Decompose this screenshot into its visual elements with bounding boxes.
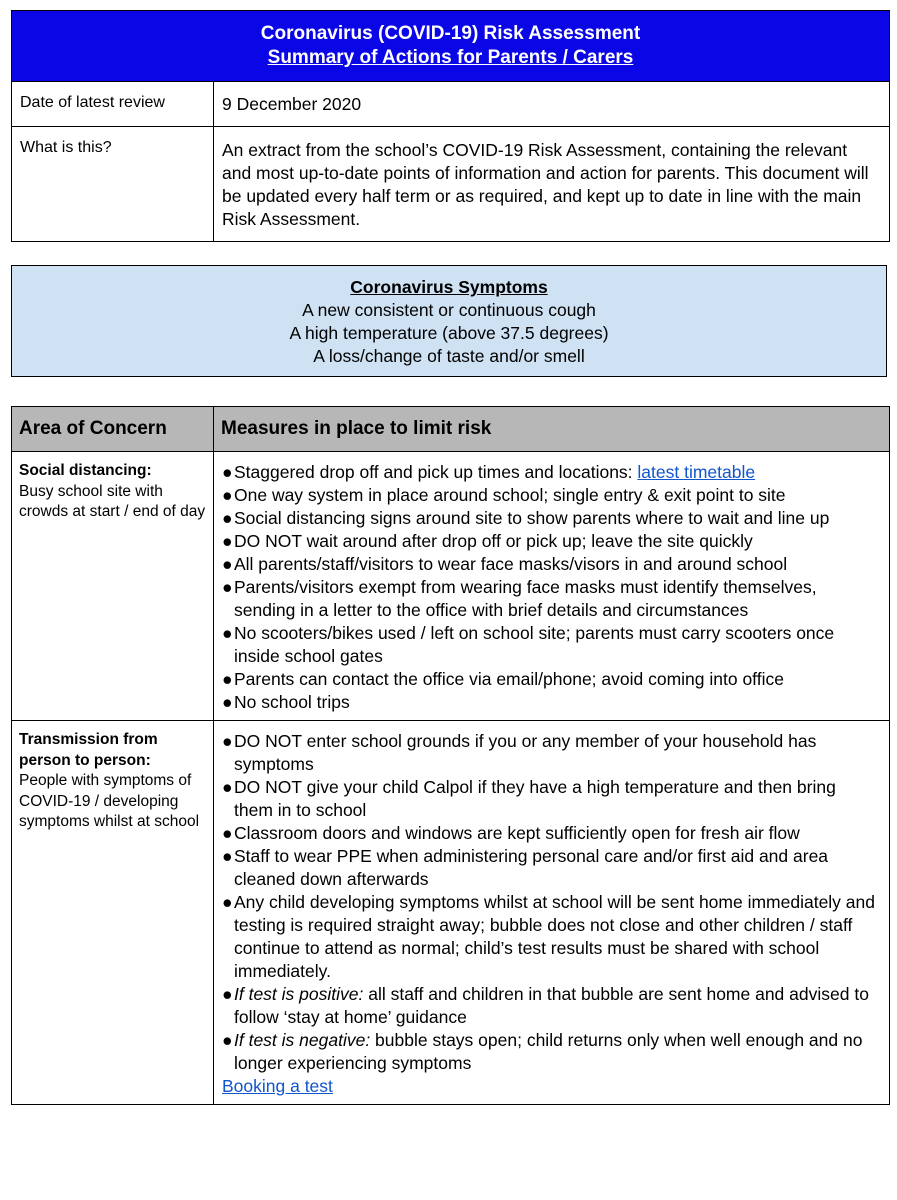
measure-text: All parents/staff/visitors to wear face masks/visors in and around school xyxy=(234,554,788,574)
area-title: Social distancing: xyxy=(19,462,152,479)
area-description: People with symptoms of COVID-19 / developing symptoms whilst at school xyxy=(19,772,200,830)
bullet-icon: ● xyxy=(222,692,233,712)
table-row xyxy=(12,721,890,1105)
measures-table xyxy=(11,406,890,1105)
bullet-icon: ● xyxy=(222,823,233,843)
measure-item xyxy=(222,576,879,622)
measure-text: Staff to wear PPE when administering personal care and/or first aid and area cleaned down afterwards xyxy=(234,846,829,889)
measure-text: all staff and children in that bubble are sent home and advised to follow ‘stay at home’ guidance xyxy=(234,984,869,1027)
bullet-icon: ● xyxy=(222,462,233,482)
bullet-icon: ● xyxy=(222,984,233,1004)
review-date-value: 9 December 2020 xyxy=(214,82,890,127)
bullet-icon: ● xyxy=(222,531,233,551)
measure-item xyxy=(222,776,879,822)
measure-text: One way system in place around school; single entry & exit point to site xyxy=(234,485,786,505)
measure-item xyxy=(222,891,879,983)
bullet-icon: ● xyxy=(222,554,233,574)
area-title: Transmission from person to person: xyxy=(19,731,158,769)
measure-text: Staggered drop off and pick up times and locations: xyxy=(234,462,638,482)
what-is-this-label: What is this? xyxy=(12,127,214,242)
measure-text: Classroom doors and windows are kept sufficiently open for fresh air flow xyxy=(234,823,800,843)
measures-cell xyxy=(214,452,890,721)
bullet-icon: ● xyxy=(222,623,233,643)
area-cell xyxy=(12,721,214,1105)
measure-item xyxy=(222,983,879,1029)
bullet-icon: ● xyxy=(222,731,233,751)
bullet-icon: ● xyxy=(222,777,233,797)
column-header-measures: Measures in place to limit risk xyxy=(214,407,890,452)
measure-item xyxy=(222,668,879,691)
measure-text: DO NOT wait around after drop off or pick up; leave the site quickly xyxy=(234,531,753,551)
measures-list xyxy=(222,730,879,1075)
title-banner xyxy=(12,11,890,82)
measure-condition: If test is positive: xyxy=(234,984,364,1004)
bullet-icon: ● xyxy=(222,892,233,912)
measure-text: Parents/visitors exempt from wearing face masks must identify themselves, sending in a letter to the office with brief details and circumstances xyxy=(234,577,817,620)
measures-list xyxy=(222,461,879,714)
measure-item xyxy=(222,484,879,507)
column-header-area: Area of Concern xyxy=(12,407,214,452)
bullet-icon: ● xyxy=(222,669,233,689)
measures-cell xyxy=(214,721,890,1105)
bullet-icon: ● xyxy=(222,846,233,866)
symptom-item: A new consistent or continuous cough xyxy=(302,300,596,320)
area-cell xyxy=(12,452,214,721)
measure-text: DO NOT enter school grounds if you or any member of your household has symptoms xyxy=(234,731,817,774)
measure-text: DO NOT give your child Calpol if they have a high temperature and then bring them in to school xyxy=(234,777,836,820)
bullet-icon: ● xyxy=(222,485,233,505)
symptoms-heading: Coronavirus Symptoms xyxy=(350,277,548,297)
measure-item xyxy=(222,1029,879,1075)
measure-item xyxy=(222,461,879,484)
measure-text: bubble stays open; child returns only when well enough and no longer experiencing symptoms xyxy=(234,1030,863,1073)
measure-text: No school trips xyxy=(234,692,350,712)
summary-header-table xyxy=(11,10,890,242)
measure-item xyxy=(222,553,879,576)
symptom-item: A loss/change of taste and/or smell xyxy=(313,346,585,366)
measure-item xyxy=(222,845,879,891)
symptoms-box xyxy=(11,265,887,377)
area-description: Busy school site with crowds at start / end of day xyxy=(19,482,206,520)
measure-item xyxy=(222,822,879,845)
what-is-this-value: An extract from the school’s COVID-19 Risk Assessment, containing the relevant and most up-to-date points of information and action for parents. This document will be updated every half term or as required, and kept up to date in line with the main Risk Assessment. xyxy=(214,127,890,242)
measure-item xyxy=(222,691,879,714)
document-title: Coronavirus (COVID-19) Risk Assessment xyxy=(260,23,641,44)
review-date-label: Date of latest review xyxy=(12,82,214,127)
bullet-icon: ● xyxy=(222,1030,233,1050)
measure-text: Social distancing signs around site to show parents where to wait and line up xyxy=(234,508,830,528)
measure-text: Parents can contact the office via email/phone; avoid coming into office xyxy=(234,669,784,689)
measure-item xyxy=(222,730,879,776)
bullet-icon: ● xyxy=(222,577,233,597)
measure-text: No scooters/bikes used / left on school site; parents must carry scooters once inside school gates xyxy=(234,623,835,666)
measure-item xyxy=(222,622,879,668)
measure-item xyxy=(222,507,879,530)
booking-a-test-link[interactable]: Booking a test xyxy=(222,1076,333,1096)
measure-condition: If test is negative: xyxy=(234,1030,371,1050)
bullet-icon: ● xyxy=(222,508,233,528)
latest-timetable-link[interactable]: latest timetable xyxy=(637,462,756,482)
document-subtitle: Summary of Actions for Parents / Carers xyxy=(267,47,634,68)
symptom-item: A high temperature (above 37.5 degrees) xyxy=(289,323,609,343)
measure-item xyxy=(222,530,879,553)
measure-text: Any child developing symptoms whilst at school will be sent home immediately and testing is required straight away; bubble does not close and other children / staff continue to attend as normal; child’s test results must be shared with school immediately. xyxy=(234,892,875,981)
table-row xyxy=(12,452,890,721)
